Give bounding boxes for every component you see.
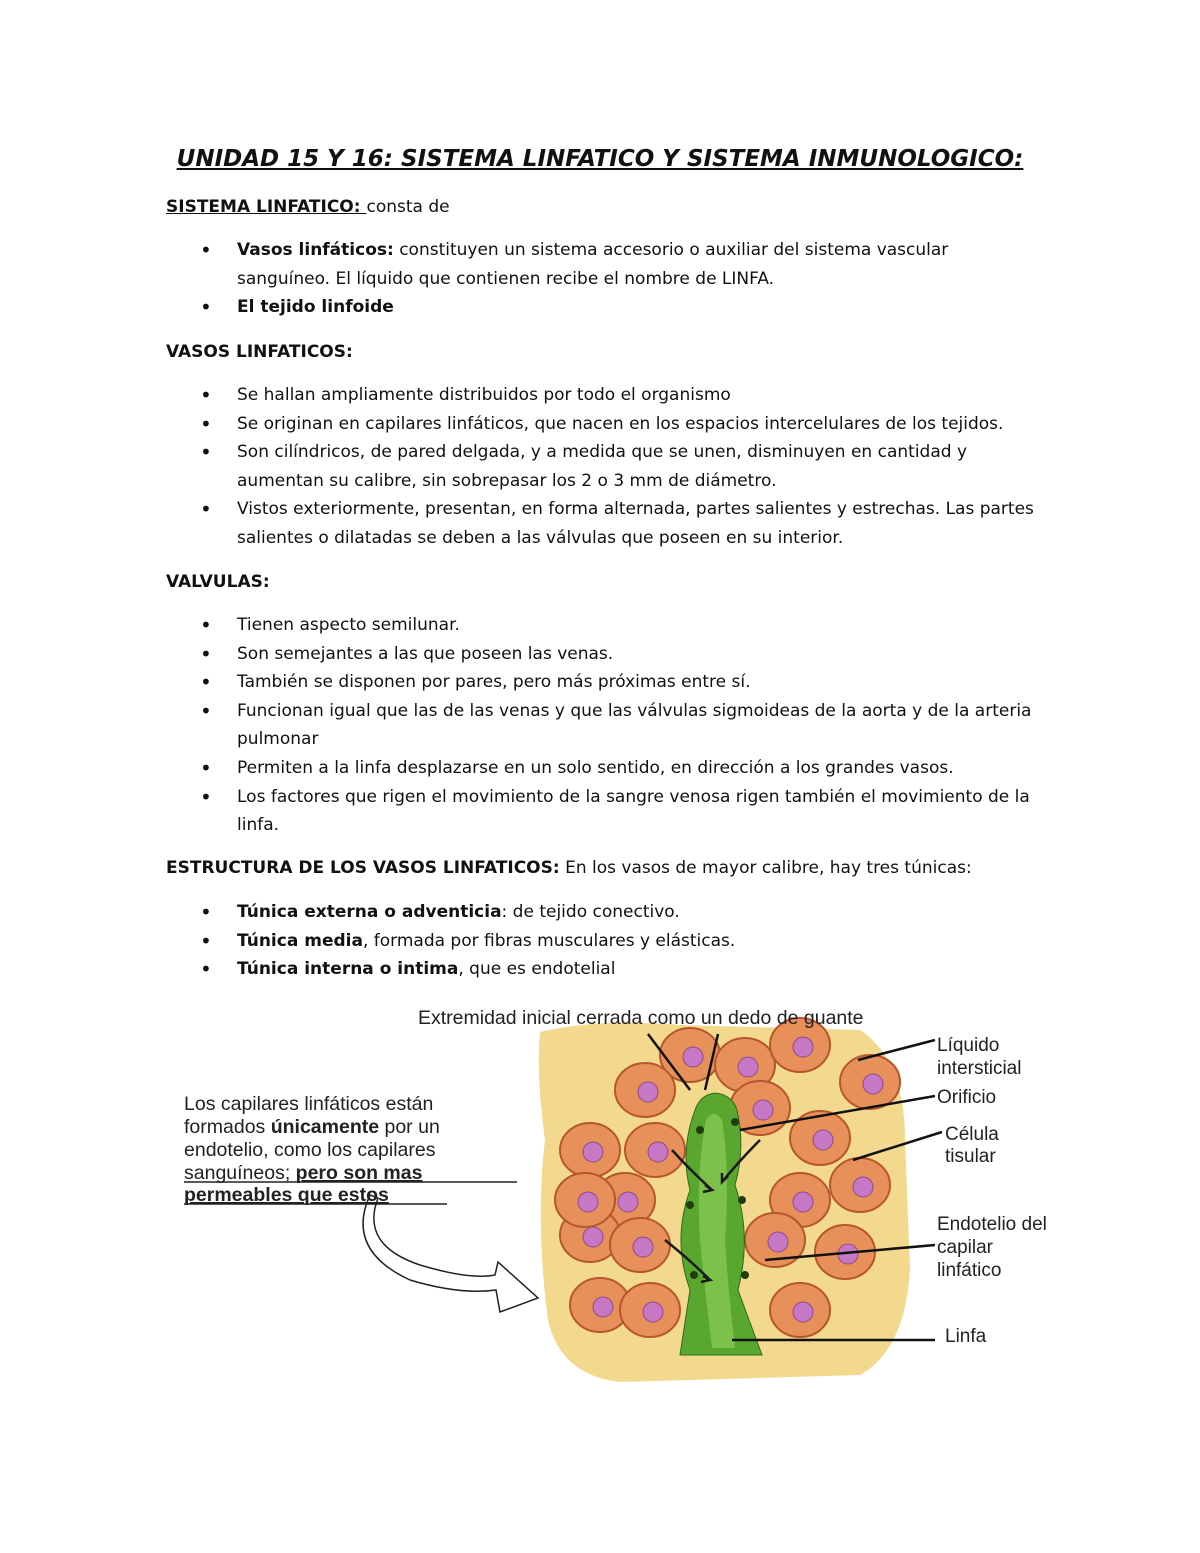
note-underlined: pero son mas <box>295 1162 423 1184</box>
cell-nucleus <box>583 1227 603 1247</box>
item-bold: El tejido linfoide <box>237 297 394 318</box>
curved-pointer-arrow <box>363 1195 538 1312</box>
item-bold: Túnica interna o intima <box>237 959 459 980</box>
label-tisular: tisular <box>945 1146 996 1167</box>
nucleus-dot <box>686 1201 694 1209</box>
tissue-cell <box>830 1158 890 1212</box>
label-capilar: capilar <box>937 1237 993 1258</box>
side-labels <box>937 1035 1047 1347</box>
intro-list <box>200 236 1040 322</box>
label-intersticial: intersticial <box>937 1058 1022 1079</box>
label-celula: Célula <box>945 1124 999 1145</box>
list-item: • Se hallan ampliamente distribuidos por todo el organismo <box>200 381 1040 410</box>
list-item: • Funcionan igual que las de las venas y que las válvulas sigmoideas de la aorta y de la arteria pulmonar <box>200 697 1040 754</box>
list-item: • Tienen aspecto semilunar. <box>200 611 1040 640</box>
intro-heading: SISTEMA LINFATICO: <box>166 197 367 217</box>
tissue-cell <box>615 1063 675 1117</box>
cell-nucleus <box>768 1232 788 1252</box>
tissue-cell <box>620 1283 680 1337</box>
cell-nucleus <box>793 1302 813 1322</box>
cell-nucleus <box>583 1142 603 1162</box>
label-liquido: Líquido <box>937 1035 1000 1056</box>
page-title: UNIDAD 15 Y 16: SISTEMA LINFATICO Y SISTEMA INMUNOLOGICO: <box>176 146 1024 172</box>
vasos-list <box>200 381 1040 553</box>
note-line <box>184 1184 389 1206</box>
label-orificio: Orificio <box>937 1087 997 1108</box>
nucleus-dot <box>741 1271 749 1279</box>
label-endotelio: Endotelio del <box>937 1214 1047 1235</box>
cell-nucleus <box>793 1192 813 1212</box>
cell-nucleus <box>853 1177 873 1197</box>
cell-nucleus <box>638 1082 658 1102</box>
list-item <box>200 236 1040 293</box>
list-item <box>200 927 1040 956</box>
label-linfa: Linfa <box>945 1326 987 1347</box>
note-text: endotelio, como los capilares <box>184 1139 436 1161</box>
intro-paragraph <box>166 193 450 221</box>
tissue-cell <box>555 1173 615 1227</box>
tissue-cell <box>610 1218 670 1272</box>
cell-nucleus <box>753 1100 773 1120</box>
estructura-text: En los vasos de mayor calibre, hay tres túnicas: <box>559 858 972 878</box>
item-text: : de tejido conectivo. <box>501 902 680 922</box>
capillary-note <box>184 1093 517 1206</box>
list-item: • Vistos exteriormente, presentan, en forma alternada, partes salientes y estrechas. Las partes salientes o dilatadas se deben a las válvulas que poseen en su interior. <box>200 495 1040 552</box>
label-linfatico: linfático <box>937 1260 1002 1281</box>
note-line <box>184 1162 423 1184</box>
tissue-cell <box>770 1283 830 1337</box>
cell-nucleus <box>633 1237 653 1257</box>
list-item: • Permiten a la linfa desplazarse en un solo sentido, en dirección a los grandes vasos. <box>200 754 1040 783</box>
note-text: por un <box>379 1116 440 1138</box>
top-label: Extremidad inicial cerrada como un dedo de guante <box>418 1007 864 1029</box>
cell-nucleus <box>648 1142 668 1162</box>
cell-nucleus <box>793 1037 813 1057</box>
estructura-paragraph <box>166 854 972 882</box>
list-item <box>200 955 1040 984</box>
valvulas-heading: VALVULAS: <box>166 572 270 592</box>
list-item <box>200 293 1040 322</box>
nucleus-dot <box>696 1126 704 1134</box>
tissue-cell <box>625 1123 685 1177</box>
item-bold: Vasos linfáticos: <box>237 240 394 260</box>
nucleus-dot <box>738 1196 746 1204</box>
valvulas-list <box>200 611 1040 840</box>
cell-nucleus <box>738 1057 758 1077</box>
estructura-list <box>200 898 1040 984</box>
list-item <box>200 898 1040 927</box>
item-text: , formada por fibras musculares y elásticas. <box>362 930 736 951</box>
list-item: • Son cilíndricos, de pared delgada, y a medida que se unen, disminuyen en cantidad y aumentan su calibre, sin sobrepasar los 2 o 3 mm de diámetro. <box>200 438 1040 495</box>
nucleus-dot <box>731 1118 739 1126</box>
note-bold: únicamente <box>270 1116 380 1138</box>
list-item: • También se disponen por pares, pero más próximas entre sí. <box>200 668 1040 697</box>
list-item: • Se originan en capilares linfáticos, que nacen en los espacios intercelulares de los tejidos. <box>200 410 1040 439</box>
cell-nucleus <box>643 1302 663 1322</box>
estructura-heading: ESTRUCTURA DE LOS VASOS LINFATICOS: <box>166 858 560 878</box>
note-line <box>184 1139 436 1161</box>
item-text: , que es endotelial <box>458 959 616 980</box>
item-bold: Túnica externa o adventicia <box>237 902 502 922</box>
cell-nucleus <box>578 1192 598 1212</box>
note-underlined: permeables que estos <box>184 1184 389 1206</box>
cell-nucleus <box>618 1192 638 1212</box>
cell-nucleus <box>683 1047 703 1067</box>
intro-text: consta de <box>366 197 450 217</box>
cell-nucleus <box>813 1130 833 1150</box>
vasos-heading: VASOS LINFATICOS: <box>166 342 353 362</box>
cell-nucleus <box>863 1074 883 1094</box>
nucleus-dot <box>690 1271 698 1279</box>
note-line <box>184 1093 433 1115</box>
note-text: Los capilares linfáticos están <box>184 1093 434 1115</box>
tissue-cell <box>840 1055 900 1109</box>
list-item: • Los factores que rigen el movimiento de la sangre venosa rigen también el movimiento de la linfa. <box>200 783 1040 840</box>
item-bold: Túnica media <box>237 930 363 951</box>
item-text: constituyen un sistema accesorio o auxiliar del sistema vascular sanguíneo. El líquido que contienen recibe el nombre de LINFA. <box>237 240 949 289</box>
note-line <box>184 1116 440 1138</box>
list-item: • Son semejantes a las que poseen las venas. <box>200 640 1040 669</box>
lymph-capillary-figure <box>0 990 1200 1390</box>
tissue-cell <box>560 1123 620 1177</box>
note-text: formados <box>184 1116 271 1138</box>
note-text: sanguíneos; <box>184 1162 296 1184</box>
cell-nucleus <box>593 1297 613 1317</box>
